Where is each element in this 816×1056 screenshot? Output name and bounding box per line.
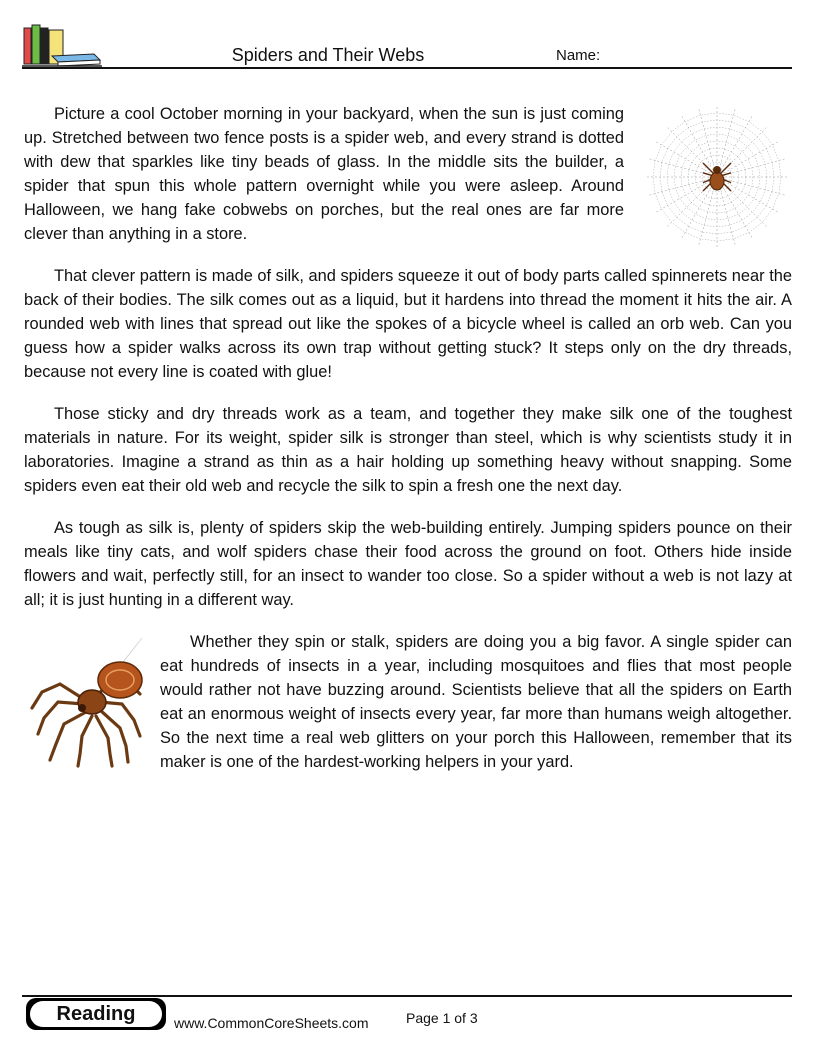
passage-paragraph-5 (24, 630, 792, 774)
passage-paragraph-1 (24, 102, 792, 256)
subject-badge (26, 998, 166, 1030)
paragraph-1-text: Picture a cool October morning in your backyard, when the sun is just coming up. Stretched between two fence posts is a spider web, and every strand is dotted with dew that sparkles like tiny beads of glass. In the middle sits the builder, a spider that spun this whole pattern overnight while you were asleep. Around Halloween, we hang fake cobwebs on porches, but the real ones are far more clever than anything in a store. (24, 105, 624, 243)
page-number: Page 1 of 3 (406, 1010, 478, 1026)
subject-badge-label: Reading (30, 1001, 162, 1027)
paragraph-4-text: As tough as silk is, plenty of spiders skip the web-building entirely. Jumping spiders pounce on their meals like tiny cats, and wolf spiders chase their food across the ground on foot. Others hide inside flowers and wait, perfectly still, for an insect to wander too close. So a spider without a web is not lazy at all; it is just hunting in a different way. (24, 519, 792, 609)
footer-divider (22, 995, 792, 997)
spider-web-icon (642, 102, 792, 252)
paragraph-3-text: Those sticky and dry threads work as a team, and together they make silk one of the toughest materials in nature. For its weight, spider silk is stronger than steel, which is why scientists study it in laboratories. Imagine a strand as thin as a hair holding up something heavy without snapping. Some spiders even eat their old web and recycle the silk to spin a fresh one the next day. (24, 405, 792, 495)
paragraph-2-text: That clever pattern is made of silk, and spiders squeeze it out of body parts called spinnerets near the back of their bodies. The silk comes out as a liquid, but it hardens into thread the moment it hits the air. A rounded web with lines that spread out like the spokes of a bicycle wheel is called an orb web. Can you guess how a spider walks across its own trap without getting stuck? It steps only on the dry threads, because not every line is coated with glue! (24, 267, 792, 381)
header-divider (22, 67, 792, 69)
passage-paragraph-3 (24, 402, 792, 498)
name-label: Name: (556, 47, 601, 64)
worksheet-title: Spiders and Their Webs (231, 45, 425, 65)
passage-paragraph-4 (24, 516, 792, 612)
paragraph-5-text: Whether they spin or stalk, spiders are doing you a big favor. A single spider can eat hundreds of insects in a year, including mosquitoes and flies that most people would rather not have buzzing around. Scientists believe that all the spiders on Earth eat an enormous weight of insects every year, far more than humans weigh altogether. So the next time a real web glitters on your porch this Halloween, remember that its maker is one of the hardest-working helpers in your yard. (160, 633, 792, 771)
passage-paragraph-2 (24, 264, 792, 384)
spider-icon (24, 636, 152, 768)
footer-url: www.CommonCoreSheets.com (174, 1015, 369, 1031)
